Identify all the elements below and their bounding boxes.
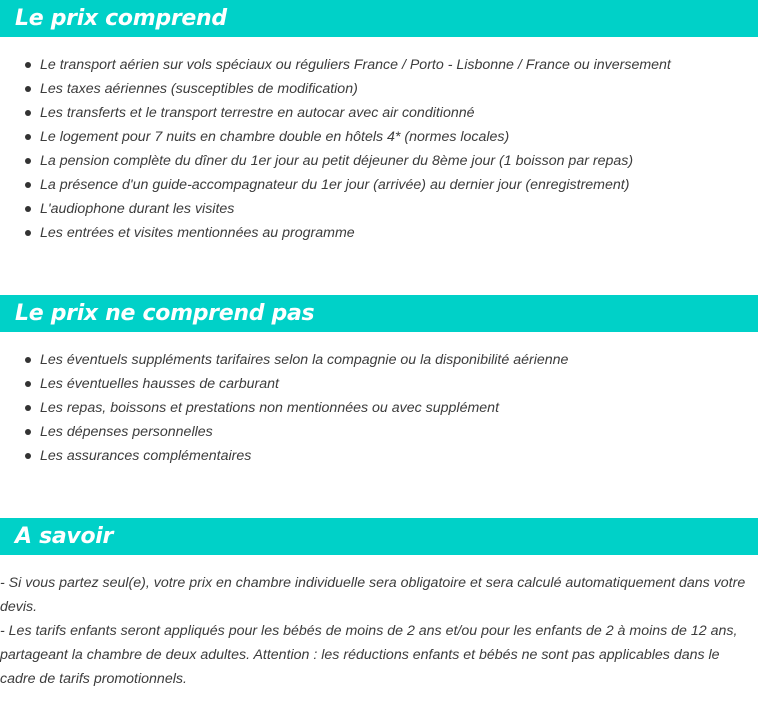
list-item-text: Les assurances complémentaires <box>40 448 252 464</box>
list-item-text: Les transferts et le transport terrestre en autocar avec air conditionné <box>40 105 475 121</box>
bullet-icon <box>25 405 31 411</box>
section-header-excluded <box>0 295 758 332</box>
section-header-included <box>0 0 758 37</box>
list-item <box>0 444 568 468</box>
list-item-text: Le transport aérien sur vols spéciaux ou réguliers France / Porto - Lisbonne / France ou inversement <box>40 57 671 73</box>
list-item <box>0 420 568 444</box>
list-item-text: Les éventuelles hausses de carburant <box>40 376 279 392</box>
list-item <box>0 396 568 420</box>
list-item <box>0 197 671 221</box>
section-header-info <box>0 518 758 555</box>
bullet-icon <box>25 158 31 164</box>
bullet-icon <box>25 230 31 236</box>
included-list <box>0 53 671 245</box>
info-paragraph-children: - Les tarifs enfants seront appliqués pour les bébés de moins de 2 ans et/ou pour les enfants de 2 à moins de 12 ans, partageant la chambre de deux adultes. Attention : les réductions enfants et bébés ne sont pas applicables dans le cadre de tarifs promotionnels. <box>0 623 738 687</box>
excluded-list <box>0 348 568 468</box>
list-item-text: Les dépenses personnelles <box>40 424 213 440</box>
bullet-icon <box>25 453 31 459</box>
bullet-icon <box>25 206 31 212</box>
list-item-text: La présence d'un guide-accompagnateur du 1er jour (arrivée) au dernier jour (enregistrement) <box>40 177 630 193</box>
list-item <box>0 372 568 396</box>
list-item-text: Les entrées et visites mentionnées au programme <box>40 225 355 241</box>
bullet-icon <box>25 381 31 387</box>
list-item <box>0 173 671 197</box>
list-item-text: Les repas, boissons et prestations non mentionnées ou avec supplément <box>40 400 500 416</box>
bullet-icon <box>25 134 31 140</box>
list-item <box>0 53 671 77</box>
list-item-text: Les taxes aériennes (susceptibles de modification) <box>40 81 358 97</box>
list-item <box>0 77 671 101</box>
list-item <box>0 348 568 372</box>
info-paragraph-single: - Si vous partez seul(e), votre prix en chambre individuelle sera obligatoire et sera calculé automatiquement dans votre devis. <box>0 575 746 615</box>
section-title-info: A savoir <box>15 524 114 549</box>
list-item-text: L'audiophone durant les visites <box>40 201 235 217</box>
bullet-icon <box>25 110 31 116</box>
list-item <box>0 101 671 125</box>
list-item-text: La pension complète du dîner du 1er jour au petit déjeuner du 8ème jour (1 boisson par repas) <box>40 153 634 169</box>
section-title-excluded: Le prix ne comprend pas <box>15 301 315 326</box>
list-item-text: Les éventuels suppléments tarifaires selon la compagnie ou la disponibilité aérienne <box>40 352 569 368</box>
bullet-icon <box>25 429 31 435</box>
bullet-icon <box>25 86 31 92</box>
list-item <box>0 149 671 173</box>
bullet-icon <box>25 182 31 188</box>
list-item-text: Le logement pour 7 nuits en chambre double en hôtels 4* (normes locales) <box>40 129 510 145</box>
section-title-included: Le prix comprend <box>15 6 227 31</box>
list-item <box>0 221 671 245</box>
bullet-icon <box>25 357 31 363</box>
info-block <box>0 571 756 691</box>
bullet-icon <box>25 62 31 68</box>
list-item <box>0 125 671 149</box>
